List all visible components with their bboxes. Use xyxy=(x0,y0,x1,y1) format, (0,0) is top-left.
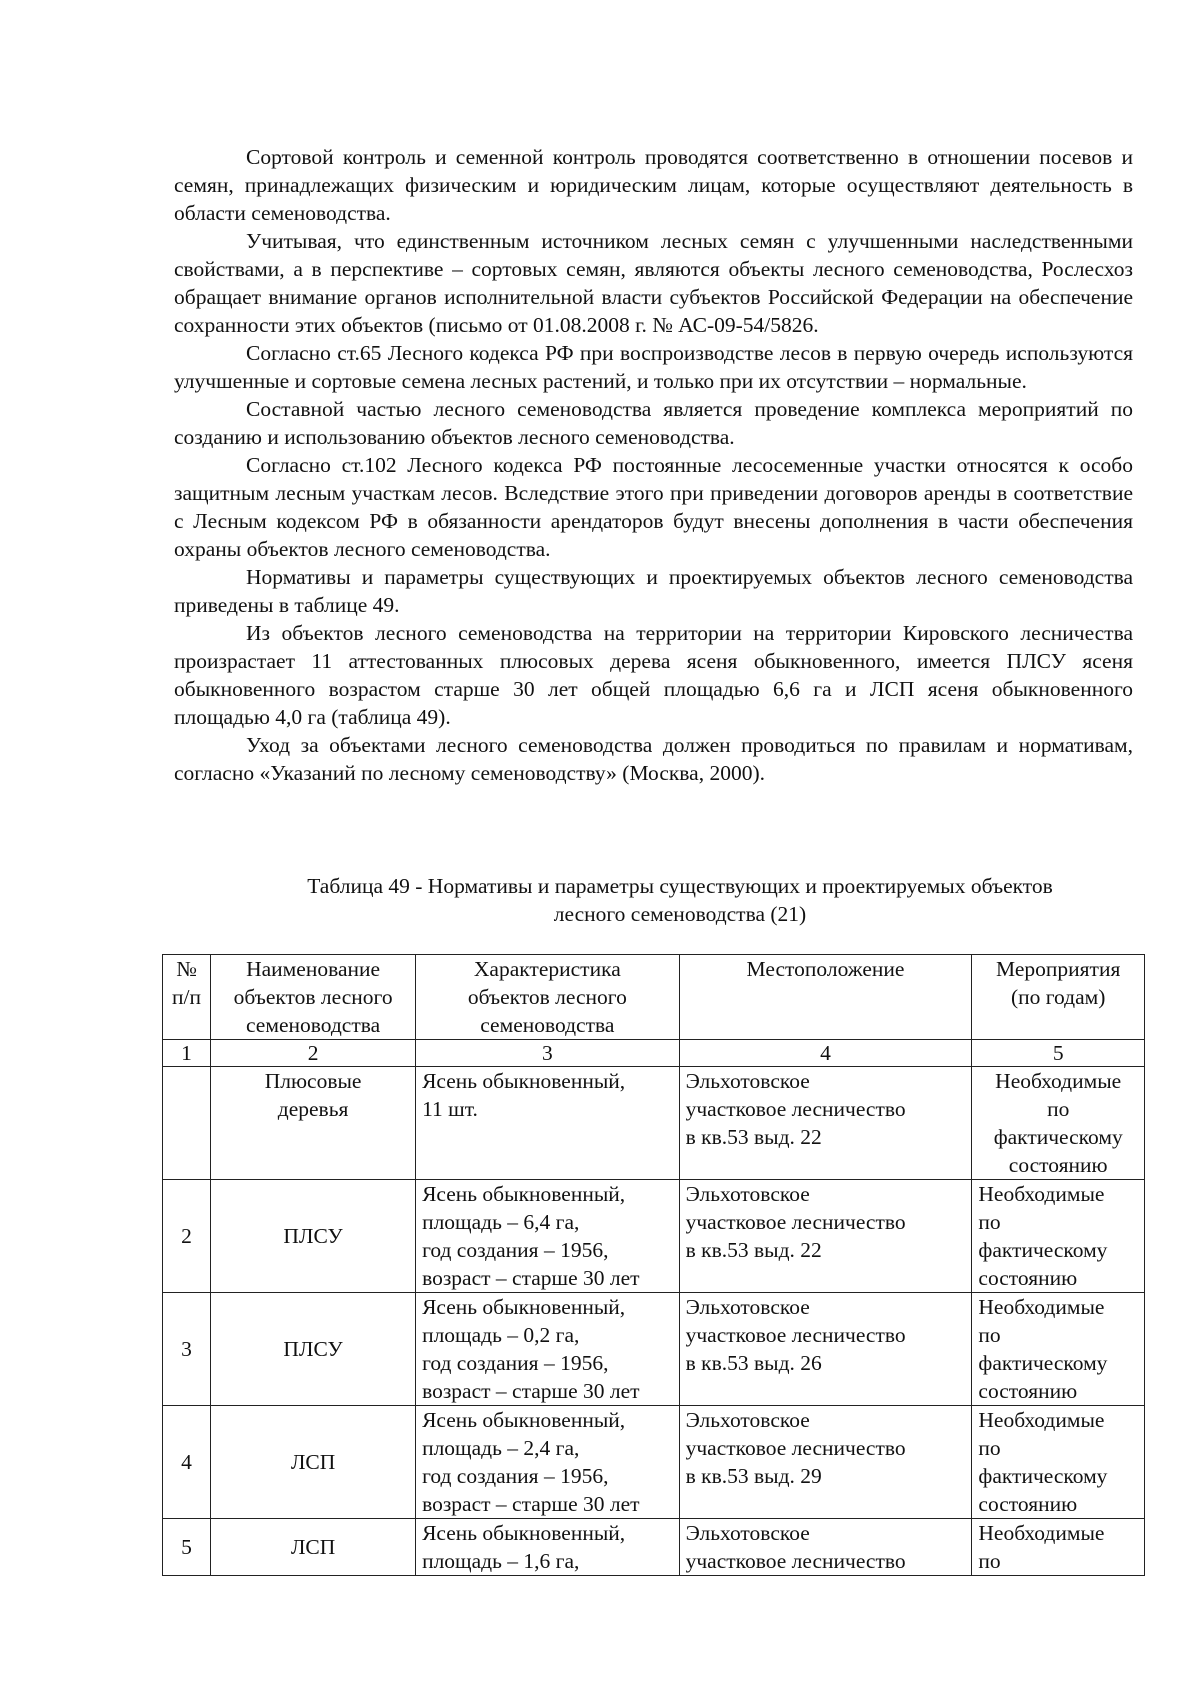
cell-location: Эльхотовское участковое лесничество в кв.53 выд. 22 xyxy=(679,1067,972,1180)
header-name: Наименование объектов лесного семеноводства xyxy=(211,955,416,1040)
header-location: Местоположение xyxy=(679,955,972,1040)
header-num: № п/п xyxy=(163,955,211,1040)
cell-location: Эльхотовское участковое лесничество в кв.53 выд. 22 xyxy=(679,1180,972,1293)
table-row xyxy=(163,1067,1145,1180)
body-text xyxy=(174,143,1133,787)
column-number: 5 xyxy=(972,1040,1145,1067)
cell-measures: Необходимые по фактическому состоянию xyxy=(972,1180,1145,1293)
column-number: 3 xyxy=(416,1040,680,1067)
table-row xyxy=(163,1180,1145,1293)
cell-measures: Необходимые по фактическому состоянию xyxy=(972,1067,1145,1180)
column-number: 4 xyxy=(679,1040,972,1067)
cell-name: ЛСП xyxy=(211,1519,416,1576)
table-header-row xyxy=(163,955,1145,1040)
column-number: 1 xyxy=(163,1040,211,1067)
table-caption-line: Таблица 49 - Нормативы и параметры существующих и проектируемых объектов xyxy=(307,874,1053,898)
paragraph: Составной частью лесного семеноводства является проведение комплекса мероприятий по созданию и использованию объектов лесного семеноводства. xyxy=(174,397,1133,449)
table-caption xyxy=(240,872,1120,928)
cell-name: Плюсовые деревья xyxy=(211,1067,416,1180)
cell-location: Эльхотовское участковое лесничество в кв.53 выд. 26 xyxy=(679,1293,972,1406)
cell-num: 5 xyxy=(163,1519,211,1576)
cell-characteristic: Ясень обыкновенный, площадь – 1,6 га, xyxy=(416,1519,680,1576)
cell-measures: Необходимые по фактическому состоянию xyxy=(972,1293,1145,1406)
paragraph: Нормативы и параметры существующих и проектируемых объектов лесного семеноводства приведены в таблице 49. xyxy=(174,565,1133,617)
cell-characteristic: Ясень обыкновенный, 11 шт. xyxy=(416,1067,680,1180)
table-row xyxy=(163,1519,1145,1576)
column-number: 2 xyxy=(211,1040,416,1067)
cell-location: Эльхотовское участковое лесничество в кв.53 выд. 29 xyxy=(679,1406,972,1519)
cell-measures: Необходимые по фактическому состоянию xyxy=(972,1406,1145,1519)
table-row xyxy=(163,1293,1145,1406)
cell-location: Эльхотовское участковое лесничество xyxy=(679,1519,972,1576)
cell-num xyxy=(163,1067,211,1180)
cell-characteristic: Ясень обыкновенный, площадь – 0,2 га, год создания – 1956, возраст – старше 30 лет xyxy=(416,1293,680,1406)
cell-num: 4 xyxy=(163,1406,211,1519)
cell-name: ПЛСУ xyxy=(211,1180,416,1293)
paragraph: Из объектов лесного семеноводства на территории на территории Кировского лесничества произрастает 11 аттестованных плюсовых дерева ясеня обыкновенного, имеется ПЛСУ ясеня обыкновенного возрастом старше 30 лет общей площадью 6,6 га и ЛСП ясеня обыкновенного площадью 4,0 га (таблица 49). xyxy=(174,621,1133,729)
table-caption-line: лесного семеноводства (21) xyxy=(553,902,807,926)
cell-num: 2 xyxy=(163,1180,211,1293)
table-row xyxy=(163,1406,1145,1519)
header-characteristic: Характеристика объектов лесного семеноводства xyxy=(416,955,680,1040)
header-measures: Мероприятия (по годам) xyxy=(972,955,1145,1040)
objects-table xyxy=(162,954,1145,1576)
cell-name: ЛСП xyxy=(211,1406,416,1519)
paragraph: Сортовой контроль и семенной контроль проводятся соответственно в отношении посевов и семян, принадлежащих физическим и юридическим лицам, которые осуществляют деятельность в области семеноводства. xyxy=(174,145,1133,225)
cell-characteristic: Ясень обыкновенный, площадь – 6,4 га, год создания – 1956, возраст – старше 30 лет xyxy=(416,1180,680,1293)
paragraph: Согласно ст.102 Лесного кодекса РФ постоянные лесосеменные участки относятся к особо защитным лесным участкам лесов. Вследствие этого при приведении договоров аренды в соответствие с Лесным кодексом РФ в обязанности арендаторов будут внесены дополнения в части обеспечения охраны объектов лесного семеноводства. xyxy=(174,453,1133,561)
column-number-row xyxy=(163,1040,1145,1067)
cell-characteristic: Ясень обыкновенный, площадь – 2,4 га, год создания – 1956, возраст – старше 30 лет xyxy=(416,1406,680,1519)
paragraph: Учитывая, что единственным источником лесных семян с улучшенными наследственными свойствами, а в перспективе – сортовых семян, являются объекты лесного семеноводства, Рослесхоз обращает внимание органов исполнительной власти субъектов Российской Федерации на обеспечение сохранности этих объектов (письмо от 01.08.2008 г. № АС-09-54/5826. xyxy=(174,229,1133,337)
cell-name: ПЛСУ xyxy=(211,1293,416,1406)
cell-measures: Необходимые по xyxy=(972,1519,1145,1576)
paragraph: Уход за объектами лесного семеноводства должен проводиться по правилам и нормативам, согласно «Указаний по лесному семеноводству» (Москва, 2000). xyxy=(174,733,1133,785)
paragraph: Согласно ст.65 Лесного кодекса РФ при воспроизводстве лесов в первую очередь используются улучшенные и сортовые семена лесных растений, и только при их отсутствии – нормальные. xyxy=(174,341,1133,393)
cell-num: 3 xyxy=(163,1293,211,1406)
